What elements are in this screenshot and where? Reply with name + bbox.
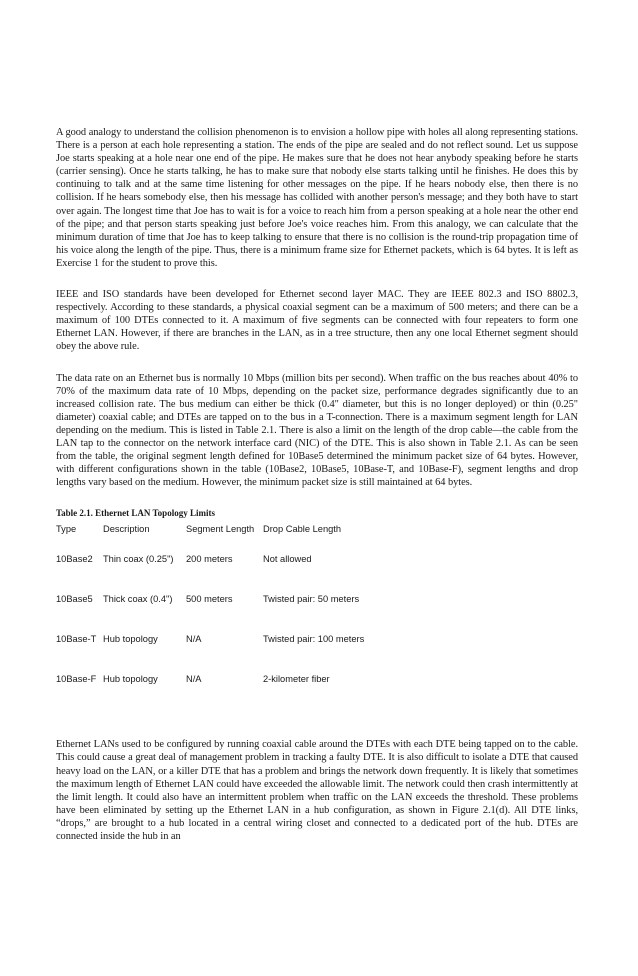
cell-segment-length: 200 meters [186,554,233,565]
table-row [56,624,413,664]
paragraph-hub-configuration: Ethernet LANs used to be configured by running coaxial cable around the DTEs with each DTE being tapped on to the cable. This could cause a great deal of management problem in tracking a faulty DTE. It is also difficult to isolate a DTE that caused heavy load on the LAN, or a killer DTE that has a problem and brings the network down frequently. It is likely that sometimes the maximum length of Ethernet LAN could have exceeded the allowable limit. The network could then crash intermittently at the limit length. It could also have an intermittent problem when traffic on the LAN exceeds the threshold. These problems have been eliminated by setting up the Ethernet LAN in a hub configuration, as shown in Figure 2.1(d). All DTE links, “drops,” are brought to a hub located in a central wiring closet and connected to a dedicated port of the hub. DTEs are connected inside the hub in an [56,739,578,842]
cell-description: Hub topology [103,634,158,645]
cell-drop-cable-length: Not allowed [263,554,312,565]
cell-segment-length: 500 meters [186,594,233,605]
paragraph-data-rate: The data rate on an Ethernet bus is normally 10 Mbps (million bits per second). When traffic on the bus reaches about 40% to 70% of the maximum data rate of 10 Mbps, depending on the packet size, performance degrades significantly due to an increased collision rate. The bus medium can either be thick (0.4" diameter, but this is no longer deployed) or thin (0.25" diameter) coaxial cable; and DTEs are tapped on to the bus in a T-connection. There is a maximum segment length for LAN depending on the medium. This is listed in Table 2.1. There is also a limit on the length of the drop cable—the cable from the LAN tap to the connector on the network interface card (NIC) of the DTE. This is also shown in Table 2.1. As can be seen from the table, the original segment length defined for 10Base5 determined the minimum packet size of 64 bytes. However, with different configurations shown in the table (10Base2, 10Base5, 10Base-T, and 10Base-F), segment lengths and drop lengths vary based on the medium. However, the minimum packet size is still maintained at 64 bytes. [56,372,578,489]
ethernet-topology-table [56,524,413,704]
cell-type: 10Base5 [56,594,93,605]
table-row [56,664,413,704]
header-description: Description [103,524,150,535]
header-type: Type [56,524,77,535]
paragraph-collision-analogy: A good analogy to understand the collision phenomenon is to envision a hollow pipe with holes all along representing stations. There is a person at each hole representing a station. The ends of the pipe are sealed and do not reflect sound. Let us suppose Joe starts speaking at a hole near one end of the pipe. He makes sure that he does not hear anybody speaking before he starts (carrier sensing). Once he starts talking, he has to make sure that nobody else starts talking until he finishes. He does this by continuing to talk and at the same time listening for other messages on the pipe. If he hears nobody else, then there is no collision. If he hears somebody else, then his message has collided with another person's message; and they both have to start over again. The longest time that Joe has to wait is for a voice to reach him from a person speaking at a hole near the other end of the pipe; and that person starts speaking just before Joe's voice reaches him. From this analogy, we can calculate that the minimum duration of time that Joe has to keep talking to ensure that there is no collision is the round-trip propagation time of his voice along the length of the pipe. Thus, there is a minimum frame size for Ethernet packets, which is 64 bytes. It is left as Exercise 1 for the student to prove this. [56,127,578,269]
cell-description: Hub topology [103,674,158,685]
table-row [56,584,413,624]
cell-description: Thin coax (0.25") [103,554,174,565]
cell-drop-cable-length: Twisted pair: 50 meters [263,594,360,605]
cell-type: 10Base-F [56,674,97,685]
cell-type: 10Base-T [56,634,97,645]
cell-description: Thick coax (0.4") [103,594,173,605]
cell-segment-length: N/A [186,634,202,645]
table-header-row [56,524,413,544]
cell-type: 10Base2 [56,554,93,565]
document-body [56,126,578,843]
cell-drop-cable-length: Twisted pair: 100 meters [263,634,365,645]
header-segment-length: Segment Length [186,524,255,535]
paragraph-ieee-standards: IEEE and ISO standards have been developed for Ethernet second layer MAC. They are IEEE 802.3 and ISO 8802.3, respectively. According to these standards, a physical coaxial segment can be a maximum of 500 meters; and there can be a maximum of 100 DTEs connected to it. A maximum of five segments can be connected with four repeaters to form one Ethernet LAN. However, if there are branches in the LAN, as in a tree structure, then any one local Ethernet segment should obey the above rule. [56,289,578,353]
table-row [56,544,413,584]
header-drop-cable-length: Drop Cable Length [263,524,342,535]
table-caption: Table 2.1. Ethernet LAN Topology Limits [56,508,215,519]
cell-drop-cable-length: 2-kilometer fiber [263,674,330,685]
cell-segment-length: N/A [186,674,202,685]
